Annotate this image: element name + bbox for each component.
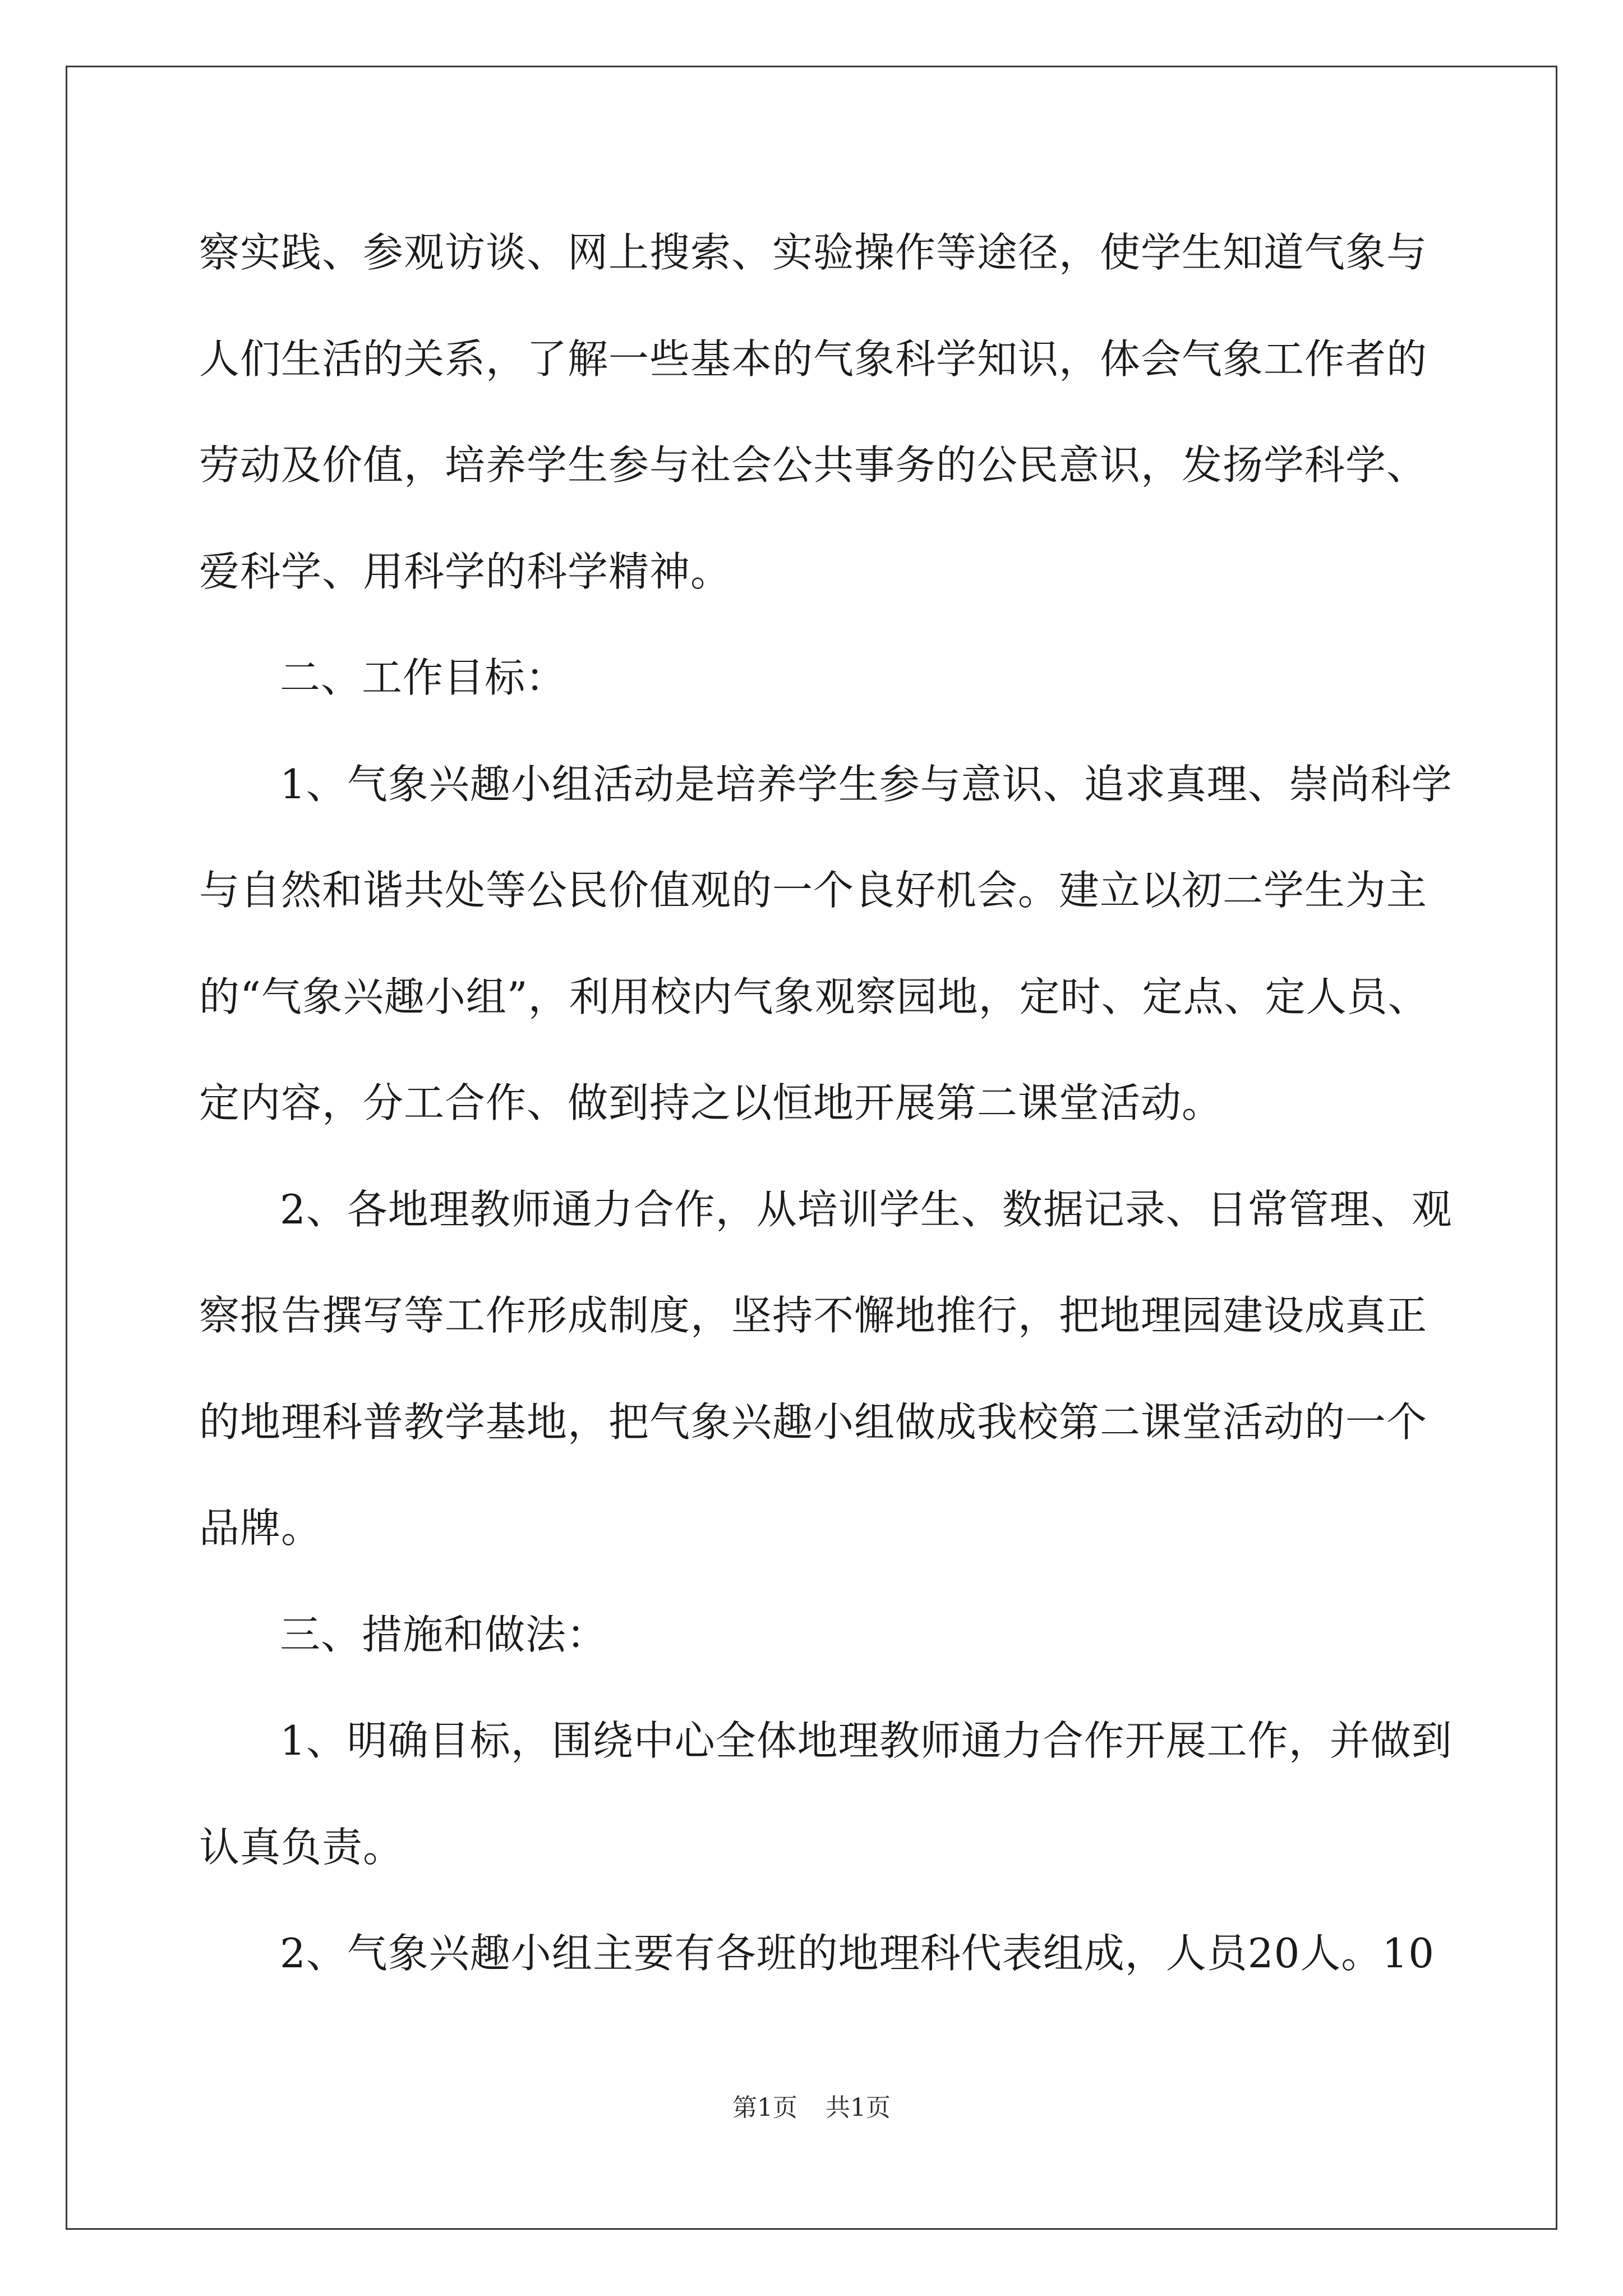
paragraph-line: 察报告撰写等工作形成制度，坚持不懈地推行，把地理园建设成真正	[199, 1292, 1428, 1339]
section-heading: 二、工作目标：	[280, 654, 567, 701]
page-footer	[0, 2091, 1623, 2125]
paragraph-line: 2、各地理教师通力合作，从培训学生、数据记录、日常管理、观	[280, 1185, 1453, 1233]
document-body	[199, 219, 1467, 2026]
paragraph-line: 认真负责。	[199, 1823, 404, 1871]
paragraph-line: 2、气象兴趣小组主要有各班的地理科代表组成，人员20人。10	[280, 1930, 1435, 1977]
paragraph-line: 爱科学、用科学的科学精神。	[199, 547, 732, 595]
paragraph-line: 品牌。	[199, 1504, 322, 1552]
paragraph-line: 与自然和谐共处等公民价值观的一个良好机会。建立以初二学生为主	[199, 867, 1428, 914]
paragraph-line: 的地理科普教学基地，把气象兴趣小组做成我校第二课堂活动的一个	[199, 1398, 1428, 1446]
section-heading: 三、措施和做法：	[280, 1611, 608, 1658]
paragraph-line: 1、明确目标，围绕中心全体地理教师通力合作开展工作，并做到	[280, 1717, 1453, 1764]
paragraph-line: 1、气象兴趣小组活动是培养学生参与意识、追求真理、崇尚科学	[280, 760, 1453, 808]
paragraph-line: 的“气象兴趣小组”，利用校内气象观察园地，定时、定点、定人员、	[199, 973, 1429, 1020]
page-number: 第1页	[732, 2093, 797, 2122]
paragraph-line: 人们生活的关系，了解一些基本的气象科学知识，体会气象工作者的	[199, 335, 1428, 383]
page-total: 共1页	[826, 2093, 891, 2122]
paragraph-line: 察实践、参观访谈、网上搜索、实验操作等途径，使学生知道气象与	[199, 229, 1428, 276]
paragraph-line: 定内容，分工合作、做到持之以恒地开展第二课堂活动。	[199, 1079, 1223, 1126]
paragraph-line: 劳动及价值，培养学生参与社会公共事务的公民意识，发扬学科学、	[199, 441, 1428, 489]
